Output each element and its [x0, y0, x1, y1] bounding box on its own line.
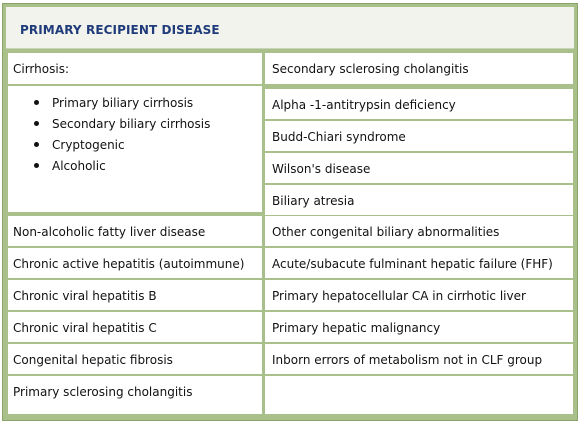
table-title: PRIMARY RECIPIENT DISEASE: [20, 23, 220, 37]
cirrhosis-types-cell: [8, 86, 262, 212]
list-item-text: Alcoholic: [52, 159, 106, 173]
cell-text: Other congenital biliary abnormalities: [272, 225, 500, 239]
bullet-icon: [34, 100, 39, 105]
table-cell: [265, 121, 573, 151]
cirrhosis-label: Cirrhosis:: [13, 62, 69, 76]
table-cell-empty: [265, 376, 573, 414]
bullet-icon: [34, 142, 39, 147]
table-cell: [265, 89, 573, 119]
cell-text: Biliary atresia: [272, 194, 355, 208]
cell-text: Non-alcoholic fatty liver disease: [13, 225, 206, 239]
table-header: [6, 7, 574, 49]
table-cell: [265, 153, 573, 183]
cell-text: Primary hepatic malignancy: [272, 321, 441, 335]
cell-text: Primary hepatocellular CA in cirrhotic liver: [272, 289, 526, 303]
cell-text: Inborn errors of metabolism not in CLF group: [272, 353, 543, 367]
cell-text: Secondary sclerosing cholangitis: [272, 62, 469, 76]
list-item-text: Cryptogenic: [52, 138, 125, 152]
table-cell: [8, 344, 262, 374]
list-item: [32, 117, 210, 138]
bullet-icon: [34, 163, 39, 168]
cell-text: Chronic viral hepatitis C: [13, 321, 157, 335]
table-cell: [8, 312, 262, 342]
table-cell: [8, 280, 262, 310]
list-item: [32, 138, 210, 159]
list-item: [32, 96, 210, 117]
list-item-text: Secondary biliary cirrhosis: [52, 117, 211, 131]
cell-text: Primary sclerosing cholangitis: [13, 385, 193, 399]
cell-text: Acute/subacute fulminant hepatic failure (FHF): [272, 257, 553, 271]
list-item: [32, 159, 210, 180]
cirrhosis-types-list: [32, 96, 210, 180]
table-cell: [265, 53, 573, 84]
table-cell: [265, 344, 573, 374]
disease-table-frame: [2, 3, 578, 421]
list-item-text: Primary biliary cirrhosis: [52, 96, 194, 110]
cell-text: Chronic active hepatitis (autoimmune): [13, 257, 245, 271]
table-cell: [265, 216, 573, 246]
bullet-icon: [34, 121, 39, 126]
cell-text: Chronic viral hepatitis B: [13, 289, 157, 303]
cirrhosis-cell: [8, 53, 262, 84]
table-cell: [8, 376, 262, 414]
table-cell: [8, 248, 262, 278]
table-cell: [265, 280, 573, 310]
cell-text: Congenital hepatic fibrosis: [13, 353, 173, 367]
cell-text: Budd-Chiari syndrome: [272, 130, 406, 144]
table-cell: [8, 216, 262, 246]
table-cell: [265, 248, 573, 278]
cell-text: Alpha -1-antitrypsin deficiency: [272, 98, 456, 112]
cell-text: Wilson's disease: [272, 162, 371, 176]
table-cell: [265, 312, 573, 342]
table-cell: [265, 185, 573, 215]
